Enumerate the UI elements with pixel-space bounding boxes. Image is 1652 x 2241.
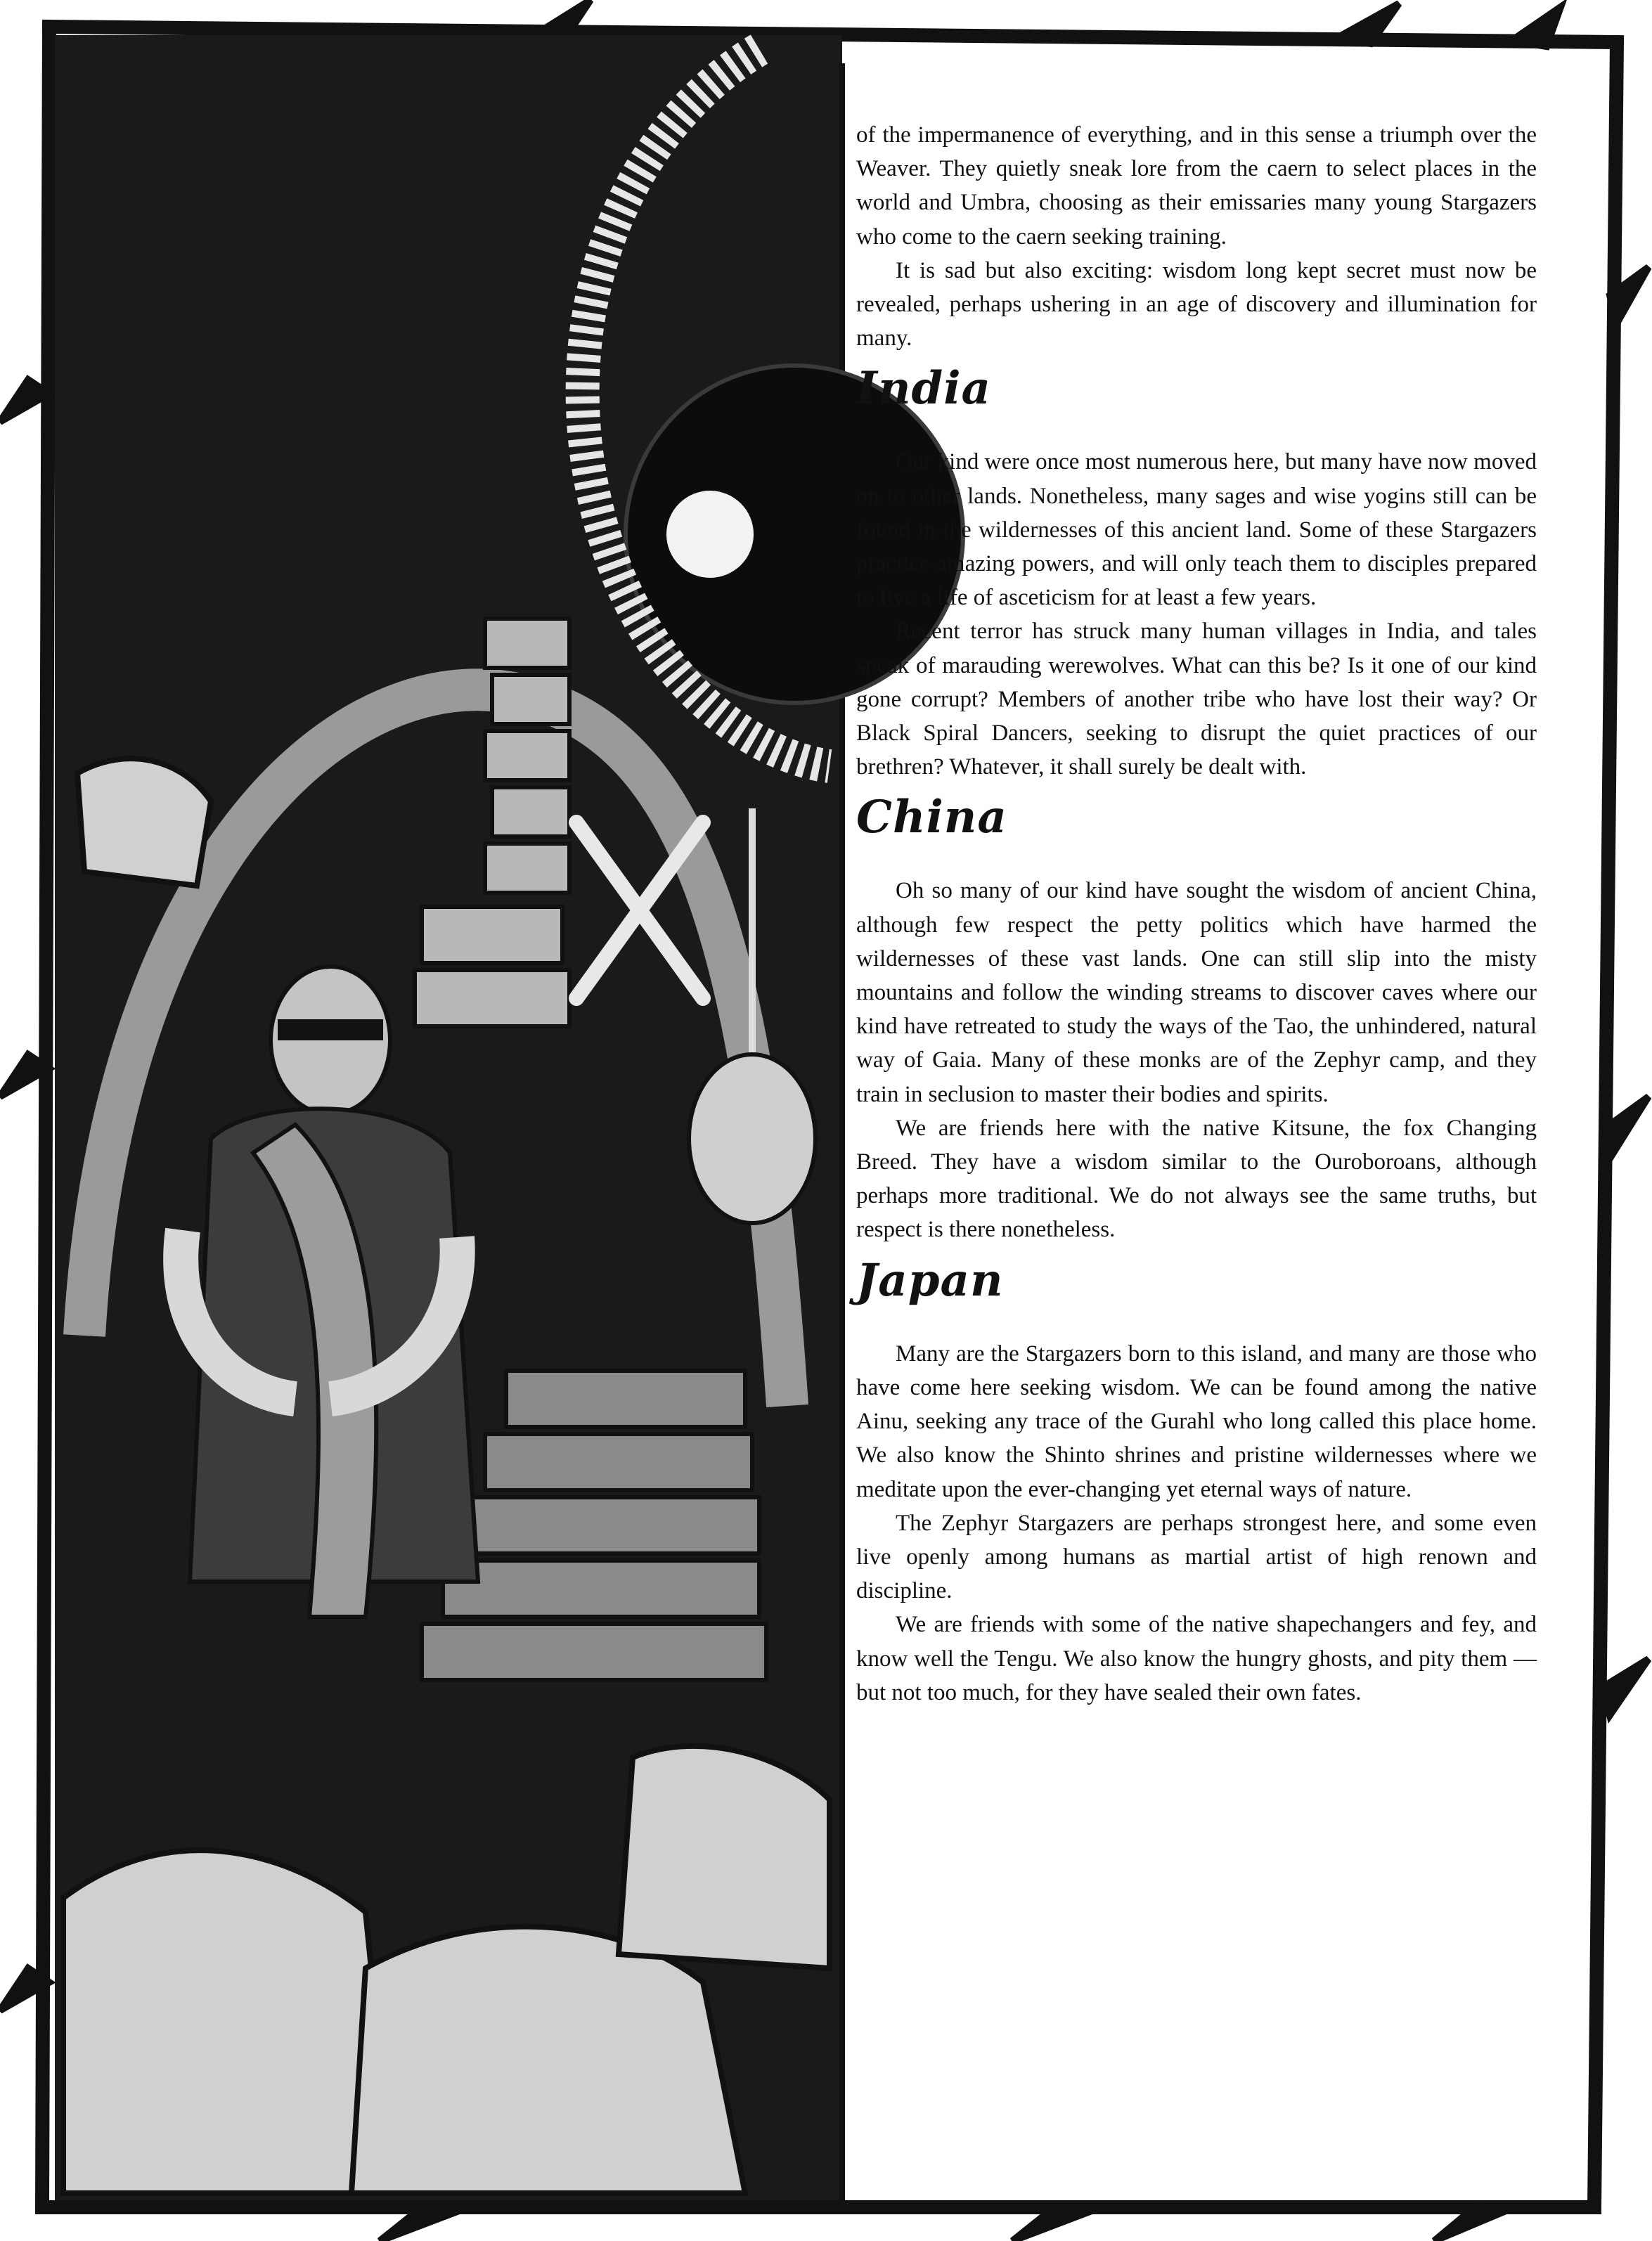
intro-section bbox=[856, 118, 1537, 355]
china-paragraph-1: Oh so many of our kind have sought the wisdom of ancient China, although few respect the petty politics which have harmed the wildernesses of these vast lands. One can still slip into the misty mountains and follow the winding streams to discover caves where our kind have retreated to study the ways of the Tao, the unhindered, natural way of Gaia. Many of these monks are of the Zephyr camp, and they train in seclusion to master their bodies and spirits. bbox=[856, 878, 1537, 1107]
intro-paragraph-1: of the impermanence of everything, and in this sense a triumph over the Weaver. They quietly sneak lore from the caern to select places in the world and Umbra, choosing as their emissaries many young Stargazers who come to the caern seeking training. bbox=[856, 122, 1537, 250]
india-section bbox=[856, 361, 1537, 784]
india-paragraph-2: Recent terror has struck many human villages in India, and tales speak of marauding werewolves. What can this be? Is it one of our kind gone corrupt? Members of another tribe who have lost their way? Or Black Spiral Dancers, seeking to disrupt the quiet practices of our brethren? Whatever, it shall surely be dealt with. bbox=[856, 619, 1537, 780]
japan-paragraph-3: We are friends with some of the native shapechangers and fey, and know well the Tengu. We also know the hungry ghosts, and pity them — but not too much, for they have sealed their own fates. bbox=[856, 1612, 1537, 1705]
india-heading: India bbox=[856, 362, 991, 415]
hanging-lantern bbox=[689, 1054, 815, 1223]
japan-section bbox=[856, 1253, 1537, 1710]
china-section bbox=[856, 789, 1537, 1246]
moon-orb bbox=[666, 491, 754, 578]
japan-paragraph-2: The Zephyr Stargazers are perhaps strongest here, and some even live openly among humans as martial artist of high renown and discipline. bbox=[856, 1510, 1537, 1604]
japan-paragraph-1: Many are the Stargazers born to this island, and many are those who have come here seeking wisdom. We can be found among the native Ainu, seeking any trace of the Gurahl who long called this place home. We also know the Shinto shrines and pristine wildernesses where we meditate upon the ever-changing yet eternal ways of nature. bbox=[856, 1341, 1537, 1502]
article-text-column bbox=[856, 118, 1537, 1710]
intro-paragraph-2: It is sad but also exciting: wisdom long kept secret must now be revealed, perhaps ushering in an age of discovery and illumination for many. bbox=[856, 257, 1537, 351]
india-paragraph-1: Our kind were once most numerous here, but many have now moved on to other lands. Nonetheless, many sages and wise yogins still can be found in the wildernesses of this ancient land. Some of these Stargazers practice amazing powers, and will only teach them to disciples prepared to live a life of asceticism for at least a few years. bbox=[856, 449, 1537, 611]
japan-heading: Japan bbox=[856, 1253, 1004, 1307]
china-paragraph-2: We are friends here with the native Kitsune, the fox Changing Breed. They have a wisdom similar to the Ouroboroans, although perhaps more traditional. We do not always see the same truths, but respect is there nonetheless. bbox=[856, 1115, 1537, 1243]
china-heading: China bbox=[856, 791, 1007, 844]
